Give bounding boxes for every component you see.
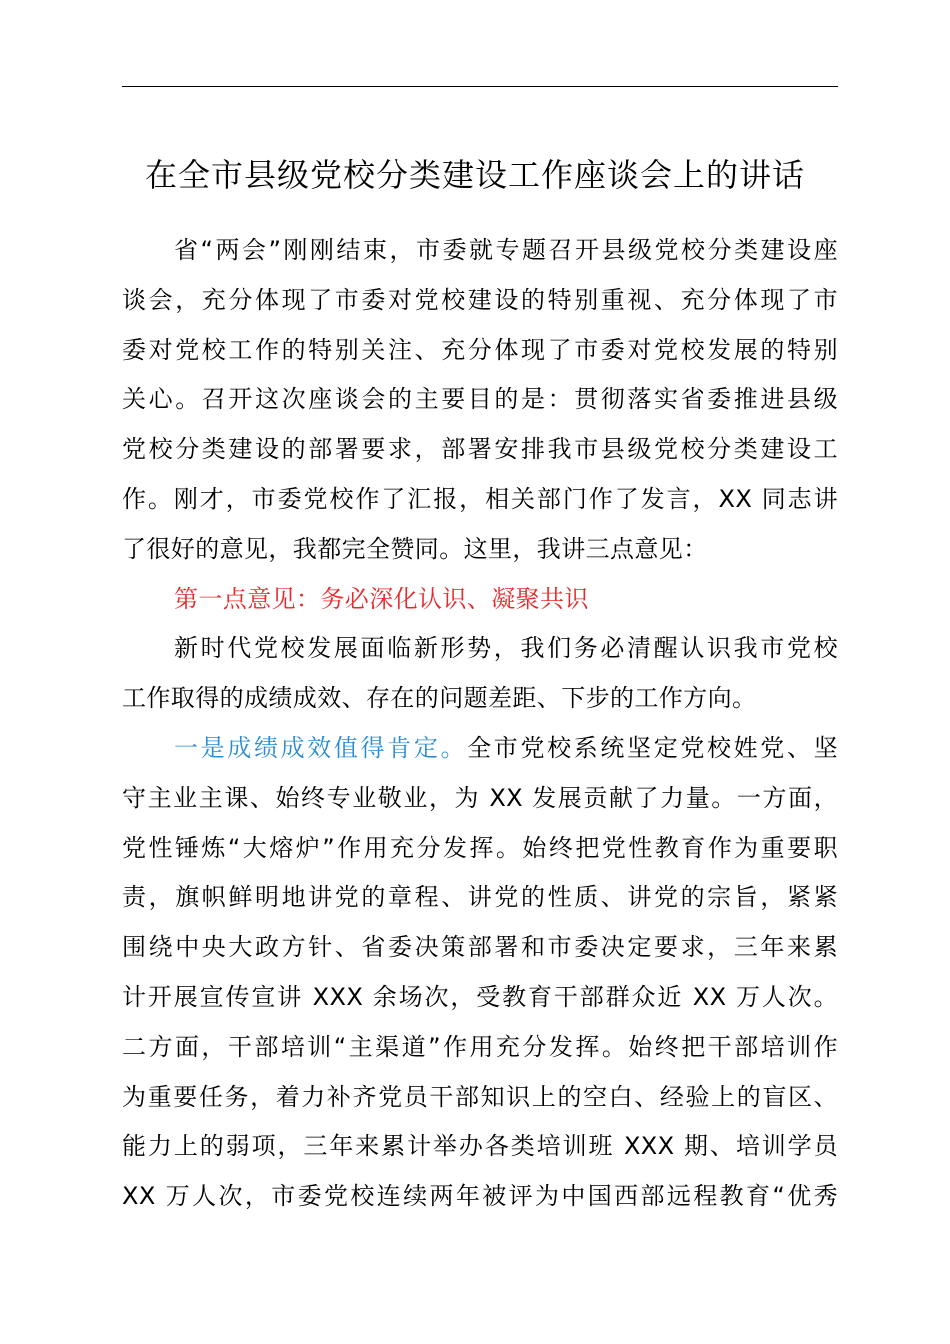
body-line: 二方面，干部培训“主渠道”作用充分发挥。始终把干部培训作 [122,1032,838,1061]
body-line: 新时代党校发展面临新形势，我们务必清醒认识我市党校 [174,634,838,663]
body-line: 省“两会”刚刚结束，市委就专题召开县级党校分类建设座 [174,236,838,264]
body-line: 为重要任务，着力补齐党员干部知识上的空白、经验上的盲区、 [122,1082,838,1111]
section-heading-1: 第一点意见：务必深化认识、凝聚共识 [174,584,589,613]
body-line: 委对党校工作的特别关注、充分体现了市委对党校发展的特别 [122,335,838,364]
body-line: 谈会，充分体现了市委对党校建设的特别重视、充分体现了市 [122,285,838,314]
body-line: 作。刚才，市委党校作了汇报，相关部门作了发言，XX 同志讲 [122,484,838,513]
subheading-1: 一是成绩成效值得肯定。 [174,733,468,762]
body-line: 党校分类建设的部署要求，部署安排我市县级党校分类建设工 [122,435,838,464]
body-line: 党性锤炼“大熔炉”作用充分发挥。始终把党性教育作为重要职 [122,833,838,862]
body-line: 计开展宣传宣讲 XXX 余场次，受教育干部群众近 XX 万人次。 [122,982,838,1011]
document-body [122,226,838,1222]
body-line: 能力上的弱项，三年来累计举办各类培训班 XXX 期、培训学员 [122,1132,838,1161]
body-text: 全市党校系统坚定党校姓党、坚 [467,733,838,762]
header-rule [122,86,838,87]
body-line: 关心。召开这次座谈会的主要目的是：贯彻落实省委推进县级 [122,385,838,414]
body-line: XX 万人次，市委党校连续两年被评为中国西部远程教育“优秀 [122,1182,838,1211]
body-line: 守主业主课、始终专业敬业，为 XX 发展贡献了力量。一方面， [122,783,838,812]
body-line [122,724,838,774]
body-line: 工作取得的成绩成效、存在的问题差距、下步的工作方向。 [122,684,757,713]
body-line: 责，旗帜鲜明地讲党的章程、讲党的性质、讲党的宗旨，紧紧 [122,883,838,912]
body-line: 围绕中央大政方针、省委决策部署和市委决定要求，三年来累 [122,933,838,962]
document-title: 在全市县级党校分类建设工作座谈会上的讲话 [144,156,805,194]
body-line: 了很好的意见，我都完全赞同。这里，我讲三点意见： [122,534,708,563]
